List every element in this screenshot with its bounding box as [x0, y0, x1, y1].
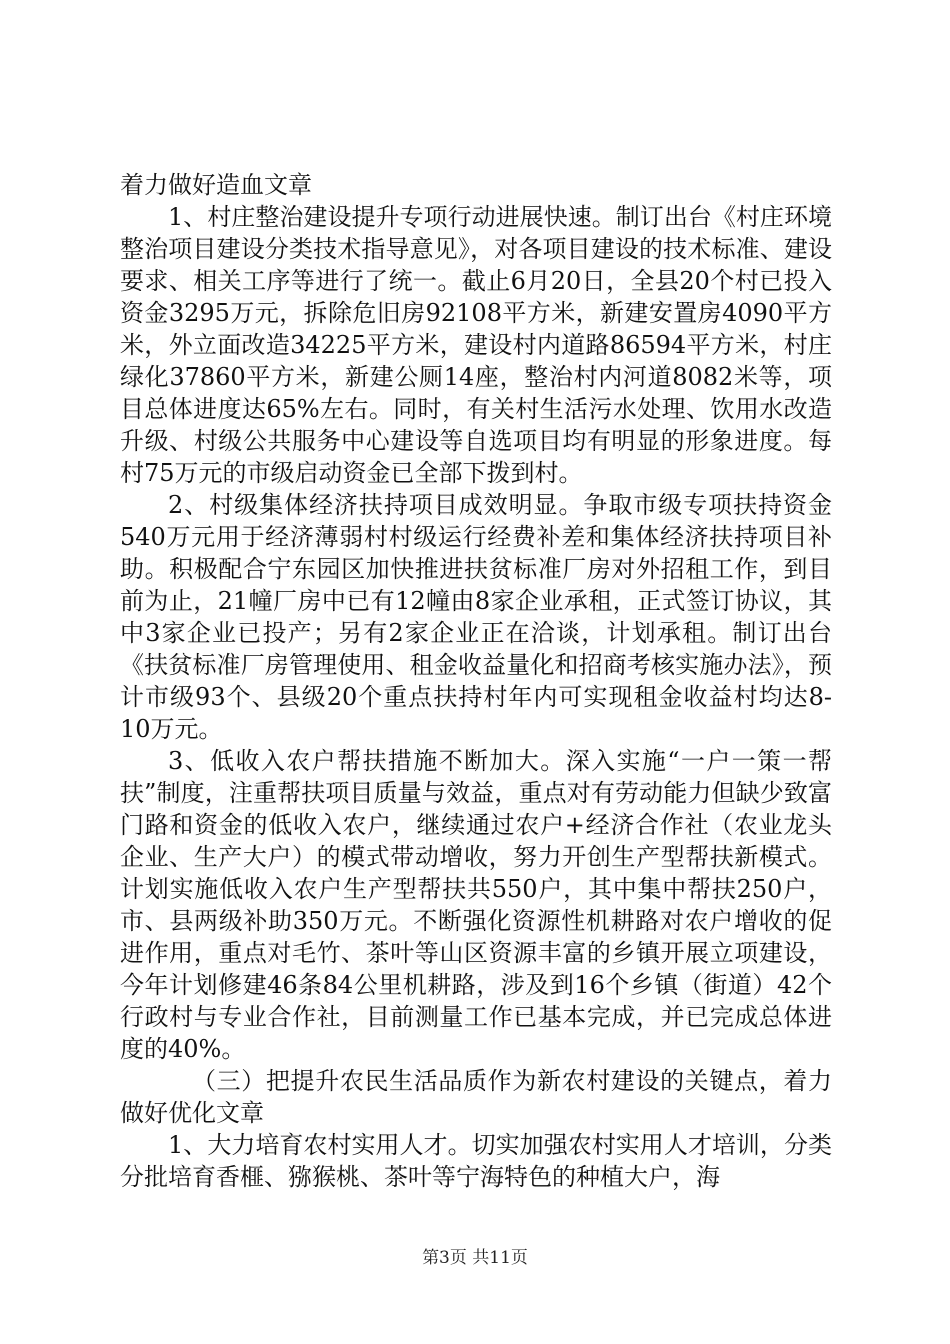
page-number: 第3页 共11页 [422, 1248, 528, 1268]
paragraph-collective-economy: 2、村级集体经济扶持项目成效明显。争取市级专项扶持资金540万元用于经济薄弱村村级运行经费补差和集体经济扶持项目补助。积极配合宁东园区加快推进扶贫标准厂房对外招租工作，到目前为止，21幢厂房中已有12幢由8家企业承租，正式签订协议，其中3家企业已投产；另有2家企业正在洽谈，计划承租。制订出台《扶贫标准厂房管理使用、租金收益量化和招商考核实施办法》，预计市级93个、县级20个重点扶持村年内可实现租金收益村均达8-10万元。 [120, 491, 832, 743]
paragraph-low-income-support: 3、低收入农户帮扶措施不断加大。深入实施“一户一策一帮扶”制度，注重帮扶项目质量与效益，重点对有劳动能力但缺少致富门路和资金的低收入农户，继续通过农户+经济合作社（农业龙头企业、生产大户）的模式带动增收，努力开创生产型帮扶新模式。计划实施低收入农户生产型帮扶共550户，其中集中帮扶250户，市、县两级补助350万元。不断强化资源性机耕路对农户增收的促进作用，重点对毛竹、茶叶等山区资源丰富的乡镇开展立项建设，今年计划修建46条84公里机耕路，涉及到16个乡镇（街道）42个行政村与专业合作社，目前测量工作已基本完成，并已完成总体进度的40%。 [120, 747, 832, 1063]
paragraph-rural-talent: 1、大力培育农村实用人才。切实加强农村实用人才培训，分类分批培育香榧、猕猴桃、茶叶等宁海特色的种植大户，海 [120, 1131, 832, 1191]
document-body [120, 169, 832, 1193]
continuation-heading: 着力做好造血文章 [120, 171, 312, 199]
paragraph-village-renovation: 1、村庄整治建设提升专项行动进展快速。制订出台《村庄环境整治项目建设分类技术指导意见》，对各项目建设的技术标准、建设要求、相关工序等进行了统一。截止6月20日，全县20个村已投入资金3295万元，拆除危旧房92108平方米，新建安置房4090平方米，外立面改造34225平方米，建设村内道路86594平方米，村庄绿化37860平方米，新建公厕14座，整治村内河道8082米等，项目总体进度达65%左右。同时，有关村生活污水处理、饮用水改造升级、村级公共服务中心建设等自选项目均有明显的形象进度。每村75万元的市级启动资金已全部下拨到村。 [120, 203, 832, 487]
section-heading-3: （三）把提升农民生活品质作为新农村建设的关键点，着力做好优化文章 [120, 1067, 832, 1127]
